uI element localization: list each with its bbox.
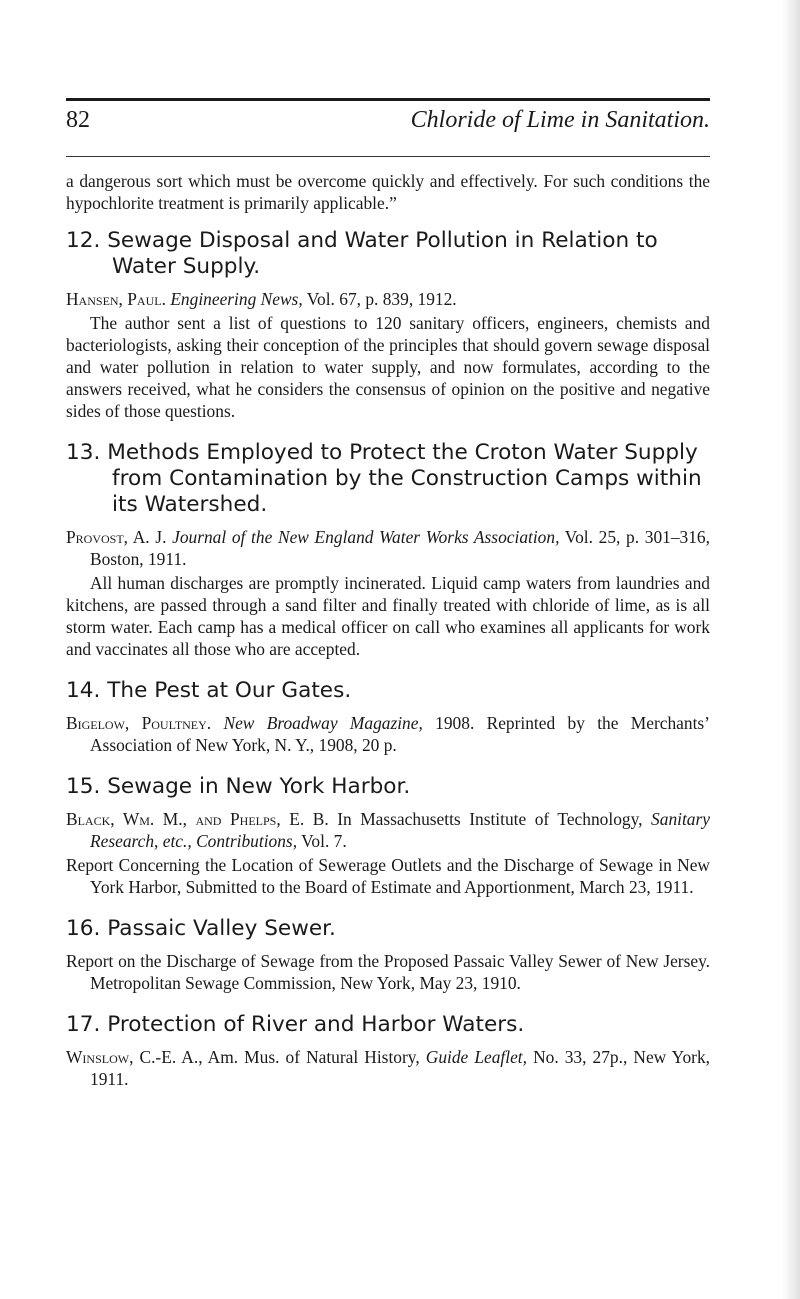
entry-reference (66, 808, 710, 852)
running-head: Chloride of Lime in Sanitation. (410, 107, 710, 133)
continuation-paragraph: a dangerous sort which must be overcome quickly and effectively. For such conditions the hypochlorite treatment is primarily applicable.” (66, 171, 710, 213)
entry-number: 12. (66, 228, 101, 253)
entry-details: 1908. Reprinted by the Merchants’ Association of New York, N. Y., 1908, 20 p. (90, 713, 710, 755)
entry-reference: Report on the Discharge of Sewage from the Proposed Passaic Valley Sewer of New Jersey. Metropolitan Sewage Commission, New York, May 23, 1910. (66, 951, 710, 993)
entry-title: Sewage in New York Harbor. (107, 774, 411, 799)
entry-source: Engineering News, (170, 289, 303, 309)
entry-details: No. 33, 27p., New York, 1911. (90, 1047, 710, 1089)
entry-author: Winslow, C.-E. A., (66, 1047, 203, 1067)
entry-source: New Broadway Magazine, (223, 713, 423, 733)
entry-title: Passaic Valley Sewer. (107, 916, 336, 941)
entry-source: Sanitary Research, etc., Contributions, (90, 809, 710, 851)
entry-details: Vol. 67, p. 839, 1912. (306, 289, 457, 309)
page-edge-shadow (782, 0, 800, 1299)
header-rule-bottom (66, 156, 710, 157)
entry-reference (66, 712, 710, 756)
entry-heading (66, 678, 710, 704)
entry-author: Black, Wm. M., and Phelps, E. B. (66, 809, 329, 829)
entry-reference (66, 526, 710, 570)
entry-reference (66, 288, 710, 310)
entry-details-pre: In Massachusetts Institute of Technology, (337, 809, 643, 829)
entry-heading (66, 916, 710, 942)
entry-number: 15. (66, 774, 101, 799)
entry-author: Hansen, Paul. (66, 289, 166, 309)
page-body (66, 170, 710, 1092)
entry-number: 14. (66, 678, 101, 703)
entry-details: Vol. 25, p. 301–316, Boston, 1911. (90, 527, 710, 569)
entry-heading (66, 228, 710, 280)
entry-source: Guide Leaflet, (425, 1047, 527, 1067)
entry-author: Bigelow, Poultney. (66, 713, 212, 733)
entry-author: Provost, A. J. (66, 527, 167, 547)
entry-title: Methods Employed to Protect the Croton Water Supply from Contamination by the Construction Camps within its Watershed. (107, 440, 702, 517)
header-rule-top (66, 98, 710, 101)
entry-abstract: All human discharges are promptly incinerated. Liquid camp waters from laundries and kitchens, are passed through a sand filter and finally treated with chloride of lime, as is all storm water. Each camp has a medical officer on call who examines all applicants for work and vaccinates all those who are accepted. (66, 573, 710, 659)
entry-details: Vol. 7. (301, 831, 347, 851)
entry-title: Sewage Disposal and Water Pollution in Relation to Water Supply. (107, 228, 658, 279)
entry-number: 17. (66, 1012, 101, 1037)
page-number: 82 (66, 107, 90, 133)
entry-details-pre: Am. Mus. of Natural History, (207, 1047, 420, 1067)
entry-number: 13. (66, 440, 101, 465)
entry-abstract: The author sent a list of questions to 120 sanitary officers, engineers, chemists and bacteriologists, asking their conception of the principles that should govern sewage disposal and water pollution in relation to water supply, and now formulates, according to the answers received, what he considers the consensus of opinion on the positive and negative sides of those questions. (66, 313, 710, 421)
entry-title: Protection of River and Harbor Waters. (107, 1012, 525, 1037)
entry-title: The Pest at Our Gates. (107, 678, 352, 703)
entry-reference (66, 1046, 710, 1090)
entry-abstract: Report Concerning the Location of Sewerage Outlets and the Discharge of Sewage in New York Harbor, Submitted to the Board of Estimate and Apportionment, March 23, 1911. (66, 855, 710, 897)
entry-heading (66, 1012, 710, 1038)
entry-heading (66, 440, 710, 518)
entry-heading (66, 774, 710, 800)
entry-number: 16. (66, 916, 101, 941)
entry-source: Journal of the New England Water Works Association, (172, 527, 560, 547)
